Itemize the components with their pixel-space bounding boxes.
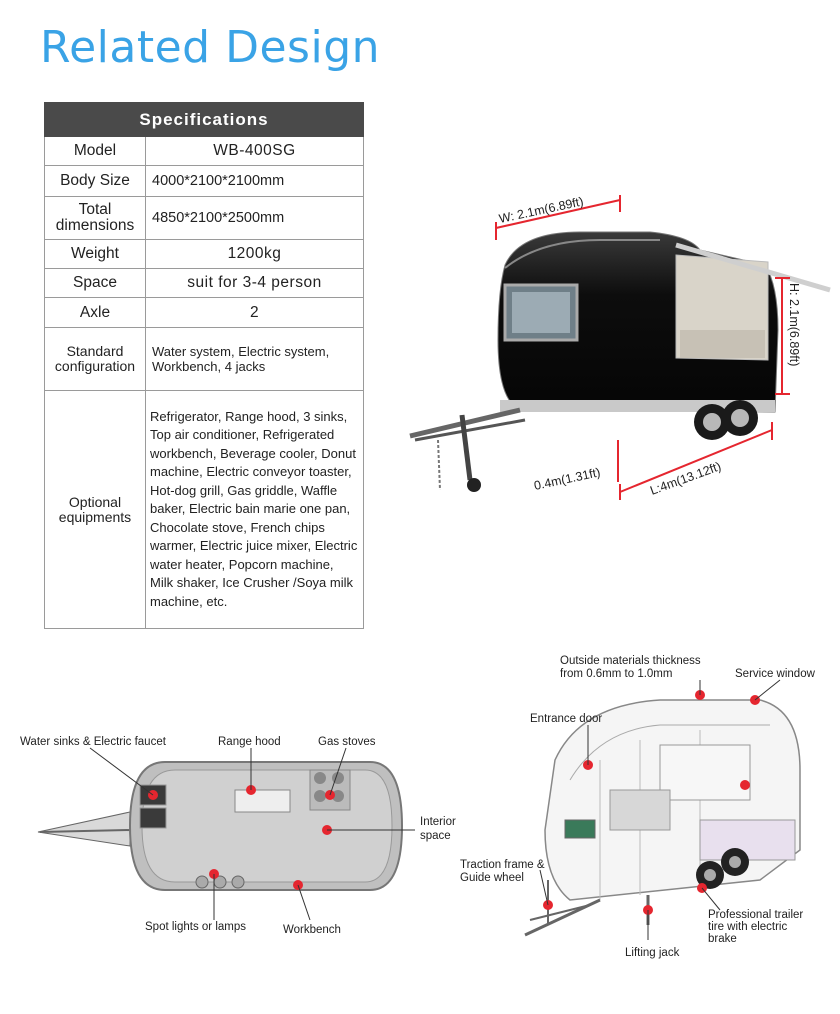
spec-header: Specifications xyxy=(45,103,364,137)
spec-label: Standard configuration xyxy=(45,328,146,391)
specifications-table xyxy=(44,102,364,629)
width-dimension: W: 2.1m(6.89ft) xyxy=(497,194,585,226)
range-hood-label: Range hood xyxy=(218,736,281,748)
spec-value: 4000*2100*2100mm xyxy=(146,166,364,197)
spec-label: Axle xyxy=(45,298,146,328)
spec-value: WB-400SG xyxy=(146,137,364,166)
length-dimension: L:4m(13.12ft) xyxy=(648,459,723,498)
entrance-door-label: Entrance door xyxy=(530,713,603,725)
page-title: Related Design xyxy=(40,22,381,73)
gas-stoves-label: Gas stoves xyxy=(318,736,376,748)
outside-materials-label: Outside materials thickness from 0.6mm to 1.0mm xyxy=(560,655,701,680)
top-view-diagram xyxy=(0,720,470,950)
lifting-jack-label: Lifting jack xyxy=(625,947,680,959)
trailer-tire-label: Professional trailer tire with electric brake xyxy=(708,909,804,945)
spec-value: 1200kg xyxy=(146,240,364,269)
spec-value: suit for 3-4 person xyxy=(146,269,364,298)
spec-label: Model xyxy=(45,137,146,166)
spec-value: 4850*2100*2500mm xyxy=(146,197,364,240)
height-dimension: H: 2.1m(6.89ft) xyxy=(787,283,801,367)
spec-label: Space xyxy=(45,269,146,298)
workbench-label: Workbench xyxy=(283,924,341,936)
spot-lights-label: Spot lights or lamps xyxy=(145,921,246,933)
water-sinks-label: Water sinks & Electric faucet xyxy=(20,736,166,748)
interior-space-label: Interior space xyxy=(420,816,456,842)
trailer-photo xyxy=(380,180,835,510)
spec-label: Total dimensions xyxy=(45,197,146,240)
ground-clearance: 0.4m(1.31ft) xyxy=(532,465,602,493)
service-window-label: Service window xyxy=(735,668,815,680)
spec-value: Refrigerator, Range hood, 3 sinks, Top air conditioner, Refrigerated workbench, Beverage cooler, Donut machine, Electric conveyor toaster, Hot-dog grill, Gas griddle, Waffle baker, Electric bain marie one pan, Chocolate stove, French chips warmer, Electric juice mixer, Electric water heater, Popcorn machine, Milk shaker, Ice Crusher /Soya milk machine, etc. xyxy=(146,391,364,629)
spec-value: Water system, Electric system, Workbench, 4 jacks xyxy=(146,328,364,391)
spec-label: Body Size xyxy=(45,166,146,197)
spec-label: Weight xyxy=(45,240,146,269)
cutaway-diagram xyxy=(455,650,840,965)
traction-frame-label: Traction frame & Guide wheel xyxy=(460,859,545,884)
spec-label: Optional equipments xyxy=(45,391,146,629)
spec-value: 2 xyxy=(146,298,364,328)
